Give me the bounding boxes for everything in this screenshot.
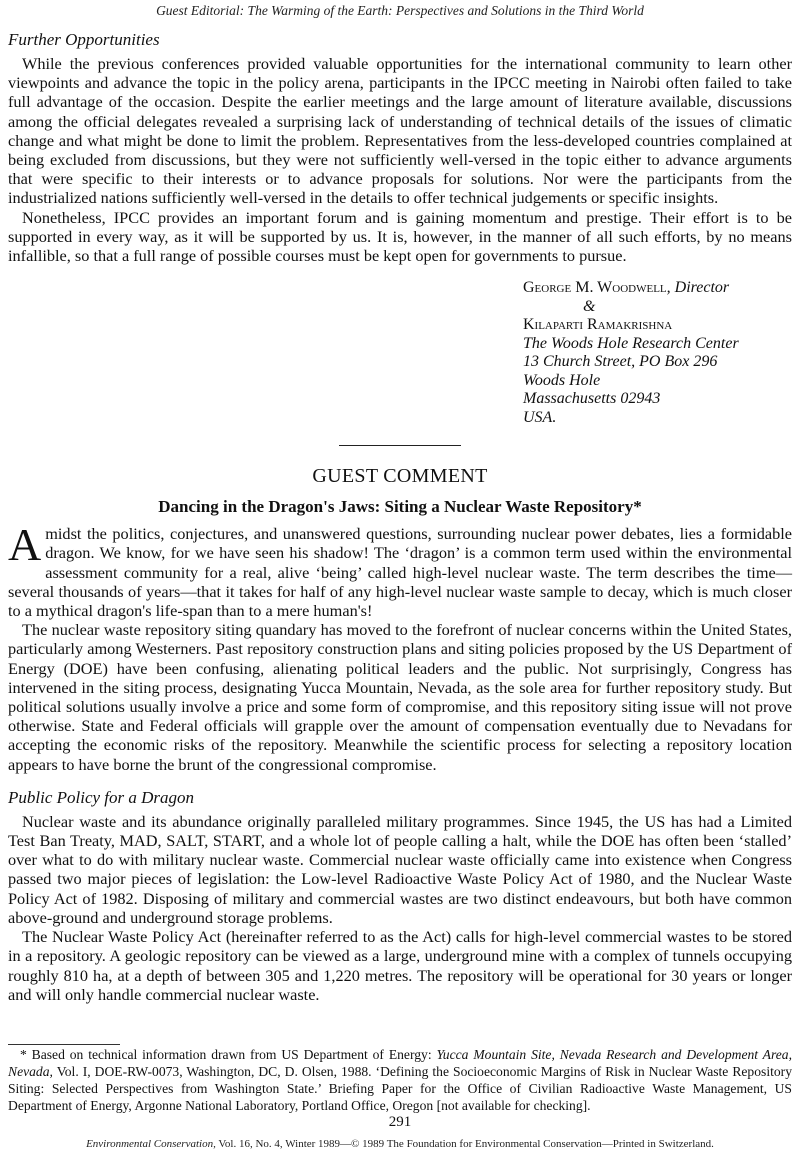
journal-name: Environmental Conservation, <box>86 1138 216 1150</box>
running-head: Guest Editorial: The Warming of the Earth: Perspectives and Solutions in the Third World <box>156 3 644 18</box>
address-line: The Woods Hole Research Center <box>523 334 739 352</box>
section-heading-further-opportunities: Further Opportunities <box>8 30 160 49</box>
paragraph-text: midst the politics, conjectures, and unanswered questions, surrounding nuclear power debates, lies a formidable dragon. We know, for we have seen his shadow! The ‘dragon’ is a common term used within the environmental assessment community for a real, alive ‘being’ called high-level nuclear waste. The term describes the time—several thousands of years—that it takes for half of any high-level nuclear waste sample to decay, which is much closer to a mythical dragon's life-span than to a mere human's! <box>8 524 792 621</box>
footer-text: Vol. 16, No. 4, Winter 1989—© 1989 The Foundation for Environmental Conservation—Printed in Switzerland. <box>215 1138 714 1150</box>
paragraph: Nuclear waste and its abundance originally paralleled military programmes. Since 1945, the US has had a Limited Test Ban Treaty, MAD, SALT, START, and a whole lot of people calling a halt, while the DOE has often been ‘stalled’ over what to do with military nuclear waste. Commercial nuclear waste officially came into existence when Congress passed two major pieces of legislation: the Low-level Radioactive Waste Policy Act of 1980, and the Nuclear Waste Policy Act of 1982. Disposing of military and commercial wastes are two distinct endeavours, but both have common above-ground and underground storage problems. <box>8 811 792 927</box>
address-line: Woods Hole <box>523 371 601 389</box>
article-title: Dancing in the Dragon's Jaws: Siting a Nuclear Waste Repository* <box>158 497 642 517</box>
section-divider <box>339 445 461 446</box>
drop-cap: A <box>8 519 42 571</box>
section-heading-public-policy: Public Policy for a Dragon <box>8 787 195 807</box>
page-number: 291 <box>388 1114 412 1130</box>
footnote-source-title: Yucca Mountain Site, Nevada Research and Development Area, Nevada, <box>8 1047 792 1079</box>
signature-block <box>523 279 792 427</box>
paragraph: The Nuclear Waste Policy Act (hereinafter referred to as the Act) calls for high-level commercial wastes to be stored in a repository. A geologic repository can be viewed as a large, underground mine with a complex of tunnels occupying roughly 810 ha, at a depth of between 305 and 1,220 metres. The repository will be operational for 30 years or longer and will only handle commercial nuclear waste. <box>8 927 792 1004</box>
footnote-text: Vol. I, DOE-RW-0073, Washington, DC, D. Olsen, 1988. ‘Defining the Socioeconomic Margins of Risk in Nuclear Waste Repository Siting: Selected Perspectives from Washington State.’ Briefing Paper for the Office of Civilian Radioactive Waste Management, US Department of Energy, Argonne National Laboratory, Portland Office, Oregon [not available for checking]. <box>8 1064 792 1113</box>
paragraph: The nuclear waste repository siting quandary has moved to the forefront of nuclear concerns within the United States, particularly among Westerners. Past repository construction plans and siting policies proposed by the US Department of Energy (DOE) have been confusing, alienating political leaders and the public. Not surprisingly, Congress has intervened in the siting process, designating Yucca Mountain, Nevada, as the sole area for further repository study. But political solutions usually involve a price and some form of compromise, and this repository siting issue will not prove otherwise. State and Federal officials will grapple over the amount of compensation eventually due to Nevadans for accepting the economic risks of the repository. Meanwhile the scientific process for selecting a repository location appears to have borne the brunt of the congressional compromise. <box>8 620 792 774</box>
address-line: 13 Church Street, PO Box 296 <box>523 353 718 371</box>
author-role: , Director <box>666 279 730 297</box>
address-line: USA. <box>523 408 557 426</box>
footnote <box>8 1046 792 1114</box>
paragraph <box>8 519 792 621</box>
page-footer <box>0 1138 800 1150</box>
footnote-text: * Based on technical information drawn from US Department of Energy: <box>20 1047 437 1062</box>
guest-comment-label: GUEST COMMENT <box>312 465 488 488</box>
footnote-divider <box>8 1044 120 1045</box>
ampersand: & <box>583 297 596 315</box>
paragraph: Nonetheless, IPCC provides an important forum and is gaining momentum and prestige. Their effort is to be supported in every way, as it will be supported by us. It is, however, in the manner of all such efforts, by no means infallible, so that a full range of possible courses must be kept open for governments to pursue. <box>8 207 792 266</box>
document-page <box>8 0 792 1004</box>
paragraph: While the previous conferences provided valuable opportunities for the international community to learn other viewpoints and advance the topic in the policy arena, participants in the IPCC meeting in Nairobi often failed to take full advantage of the occasion. Despite the earlier meetings and the large amount of literature available, discussions among the official delegates revealed a surprising lack of understanding of technical details of the issues of climatic change and what might be done to limit the problem. Representatives from the less-developed countries complained at being excluded from discussions, but they were not sufficiently well-versed in the topic either to advance arguments that were specific to their interests or to advance proposals for solutions. Nor were the participants from the industrialized nations sufficiently well-versed in the details to offer technical judgements or specific insights. <box>8 54 792 208</box>
author-name: George M. Woodwell <box>523 279 667 297</box>
address-line: Massachusetts 02943 <box>523 390 661 408</box>
author-name: Kilaparti Ramakrishna <box>523 316 673 334</box>
